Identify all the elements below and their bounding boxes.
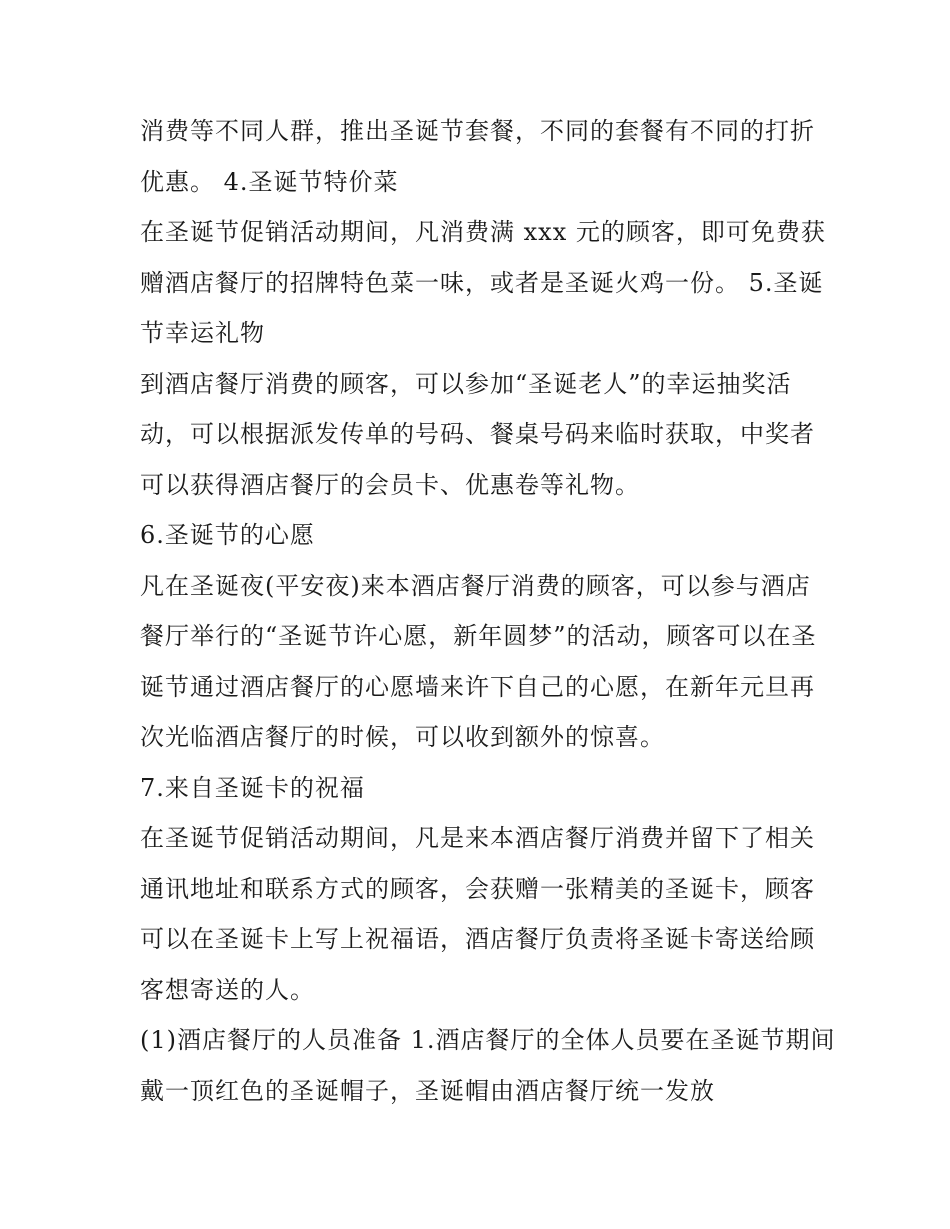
document-body xyxy=(140,106,836,1116)
text-line: 动，可以根据派发传单的号码、餐桌号码来临时获取，中奖者 xyxy=(140,420,815,448)
text-line: 戴一顶红色的圣诞帽子，圣诞帽由酒店餐厅统一发放 xyxy=(140,1076,715,1105)
text-line: 客想寄送的人。 xyxy=(140,975,315,1004)
text-line: 诞节通过酒店餐厅的心愿墙来许下自己的心愿，在新年元旦再 xyxy=(140,672,815,701)
text-line: 到酒店餐厅消费的顾客，可以参加“圣诞老人”的幸运抽奖活 xyxy=(140,369,792,398)
text-line: (1)酒店餐厅的人员准备 1.酒店餐厅的全体人员要在圣诞节期间 xyxy=(140,1026,836,1054)
text-line: 消费等不同人群，推出圣诞节套餐，不同的套餐有不同的打折 xyxy=(140,117,815,145)
text-line: 优惠。 4.圣诞节特价菜 xyxy=(140,167,399,196)
text-line: 在圣诞节促销活动期间，凡是来本酒店餐厅消费并留下了相关 xyxy=(140,824,815,852)
text-line: 节幸运礼物 xyxy=(140,319,265,347)
text-line: 可以在圣诞卡上写上祝福语，酒店餐厅负责将圣诞卡寄送给顾 xyxy=(140,925,815,953)
text-line: 可以获得酒店餐厅的会员卡、优惠卷等礼物。 xyxy=(140,470,640,499)
section-heading: 7.来自圣诞卡的祝福 xyxy=(140,773,365,802)
text-line: 在圣诞节促销活动期间，凡消费满 xxx 元的顾客，即可免费获 xyxy=(140,218,826,246)
text-line: 通讯地址和联系方式的顾客，会获赠一张精美的圣诞卡，顾客 xyxy=(140,874,815,903)
text-line: 凡在圣诞夜(平安夜)来本酒店餐厅消费的顾客，可以参与酒店 xyxy=(140,571,811,600)
text-line: 餐厅举行的“圣诞节许心愿，新年圆梦”的活动，顾客可以在圣 xyxy=(140,622,817,650)
section-heading: 6.圣诞节的心愿 xyxy=(140,521,315,549)
text-line: 次光临酒店餐厅的时候，可以收到额外的惊喜。 xyxy=(140,723,665,751)
text-line: 赠酒店餐厅的招牌特色菜一味，或者是圣诞火鸡一份。 5.圣诞 xyxy=(140,268,824,297)
